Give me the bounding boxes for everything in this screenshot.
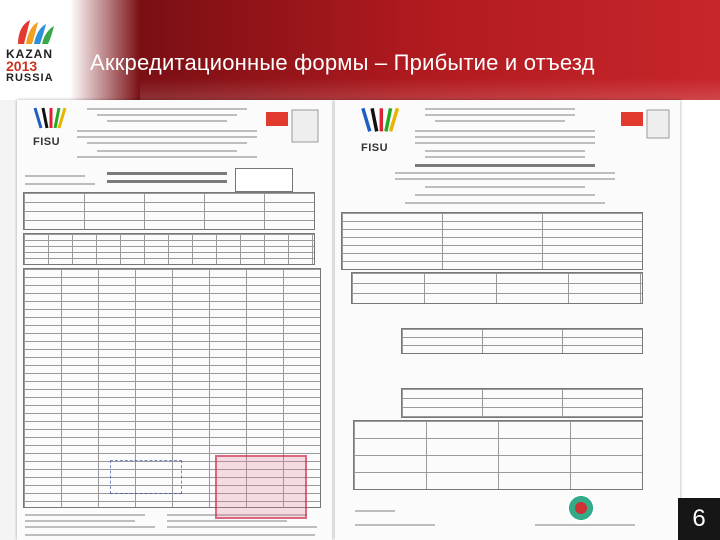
red-stamp [215,455,307,519]
fisu-emblem-icon [31,106,67,132]
logo-year: 2013 [6,58,38,74]
fisu-label: FISU [361,142,389,154]
kazan-2013-logo [6,18,76,90]
kazan-emblem-icon [262,106,322,146]
page-number: 6 [678,498,720,540]
flower-emblem-icon [12,18,60,46]
slide-title: Аккредитационные формы – Прибытие и отъезд [90,50,595,75]
fisu-emblem-icon [357,106,401,136]
logo-city: KAZAN [6,47,53,61]
fisu-label: FISU [33,136,61,148]
kazan-emblem-icon [617,106,673,146]
logo-country: RUSSIA [6,72,54,84]
blue-stamp [110,460,182,494]
firearm-ammunition-form-scan [335,100,680,540]
seal-icon [567,494,595,522]
